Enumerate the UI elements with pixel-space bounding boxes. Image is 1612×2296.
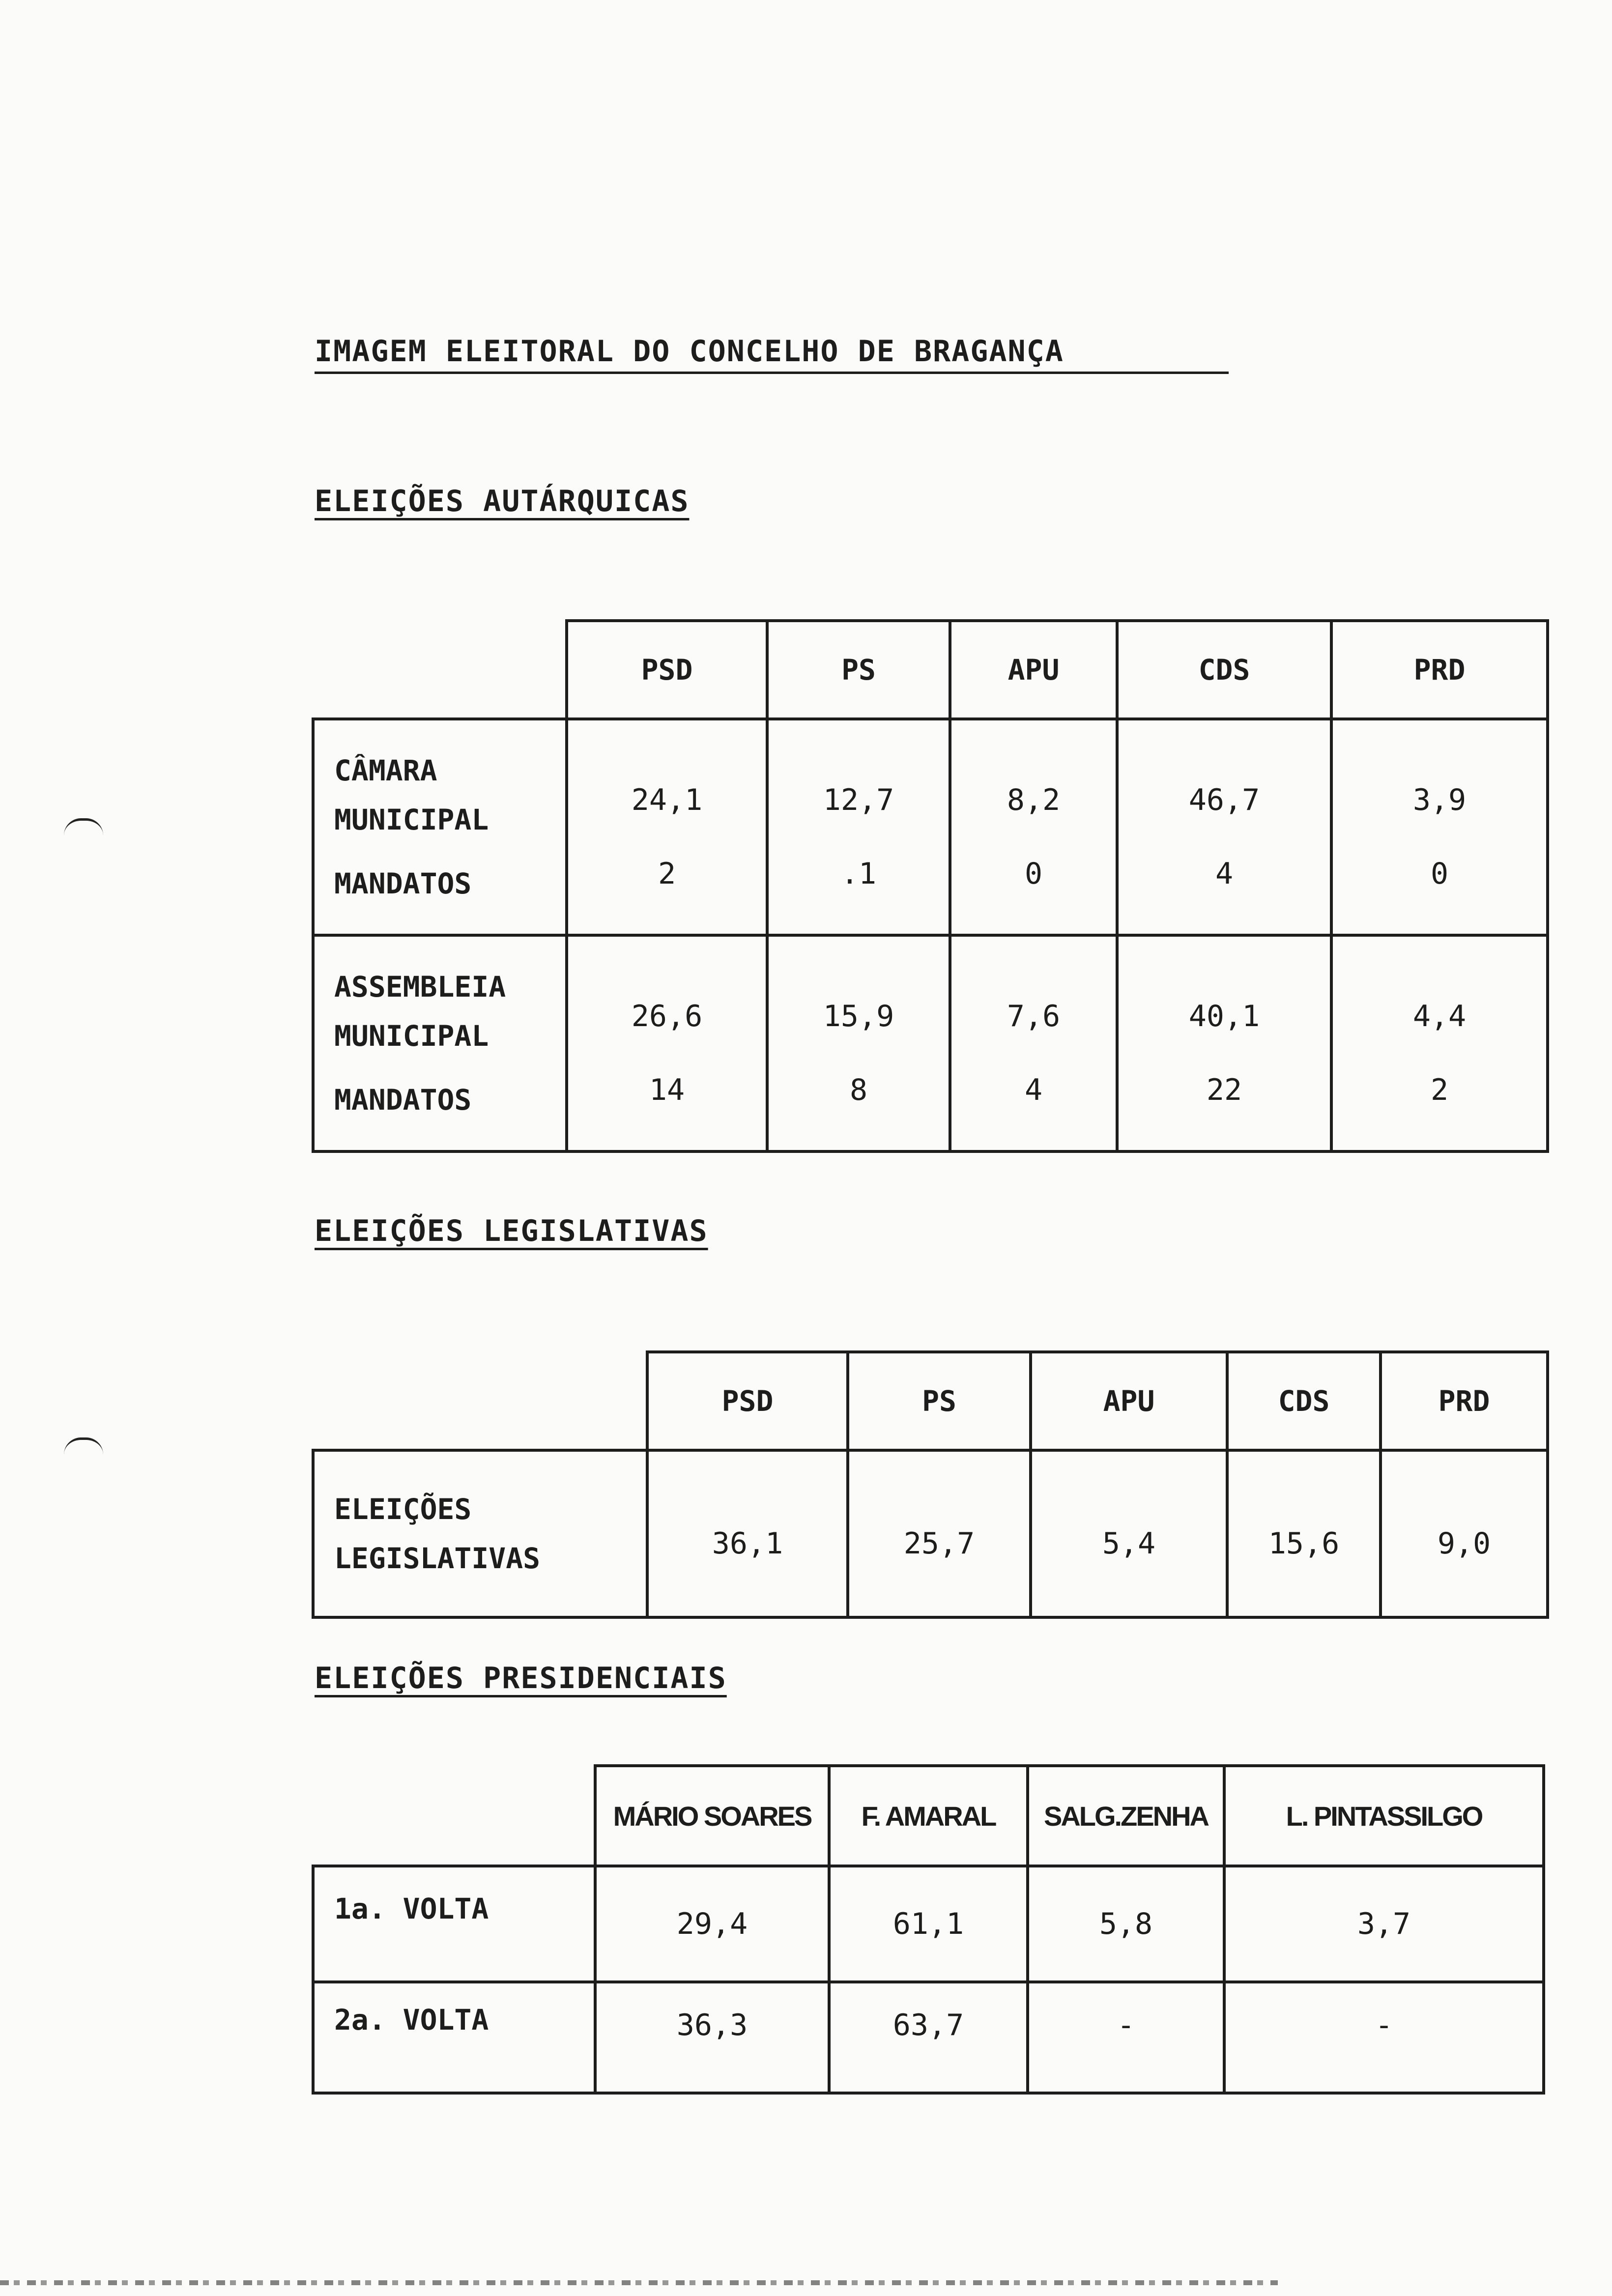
value-cell: 3,7: [1224, 1866, 1544, 1982]
value-cell: [1117, 935, 1331, 1151]
mandatos-value: 0: [1430, 857, 1449, 891]
scan-artifact: [0, 2280, 1278, 2285]
round-label: 2a. VOLTA: [313, 1982, 595, 2093]
value-cell: 9,0: [1381, 1450, 1548, 1617]
candidate-header: F. AMARAL: [829, 1766, 1028, 1866]
mandatos-value: 2: [1430, 1073, 1449, 1107]
autarquicas-table: [312, 619, 1549, 1153]
empty-corner-cell: [313, 1766, 595, 1866]
party-header: PSD: [567, 621, 767, 719]
row-label-line: MANDATOS: [334, 1083, 472, 1117]
table-header-row: [313, 1766, 1544, 1866]
row-label-line: MANDATOS: [334, 867, 472, 900]
mandatos-value: 2: [658, 857, 676, 891]
table-header-row: [313, 1352, 1548, 1450]
mandatos-value: 22: [1206, 1073, 1242, 1107]
value-cell: 29,4: [595, 1866, 829, 1982]
table-header-row: [313, 621, 1548, 719]
percent-value: 24,1: [631, 783, 703, 817]
candidate-header: MÁRIO SOARES: [595, 1766, 829, 1866]
mandatos-value: 4: [1215, 857, 1234, 891]
row-label-line: MUNICIPAL: [334, 803, 489, 836]
value-cell: 63,7: [829, 1982, 1028, 2093]
percent-value: 26,6: [631, 999, 703, 1033]
percent-value: 15,9: [823, 999, 894, 1033]
empty-corner-cell: [313, 1352, 647, 1450]
value-cell: [567, 935, 767, 1151]
table-row: [313, 1982, 1544, 2093]
table-row: [313, 1450, 1548, 1617]
value-cell: [567, 719, 767, 935]
row-label-camara: [313, 719, 567, 935]
party-header: PS: [848, 1352, 1031, 1450]
value-cell: [767, 935, 950, 1151]
row-label-line: ASSEMBLEIA: [334, 970, 506, 1004]
value-cell: [1331, 719, 1548, 935]
percent-value: 8,2: [1007, 783, 1061, 817]
value-cell: 5,8: [1028, 1866, 1224, 1982]
percent-value: 40,1: [1188, 999, 1260, 1033]
value-cell: 36,1: [647, 1450, 848, 1617]
percent-value: 3,9: [1412, 783, 1467, 817]
value-cell: 36,3: [595, 1982, 829, 2093]
row-label-line: MUNICIPAL: [334, 1019, 489, 1053]
round-label: 1a. VOLTA: [313, 1866, 595, 1982]
punch-hole-mark: [64, 818, 103, 835]
party-header: APU: [950, 621, 1117, 719]
mandatos-value: .1: [840, 857, 877, 891]
presidenciais-table: [312, 1764, 1545, 2095]
party-header: CDS: [1117, 621, 1331, 719]
value-cell: [1331, 935, 1548, 1151]
row-label-legislativas: [313, 1450, 647, 1617]
mandatos-value: 8: [849, 1073, 868, 1107]
percent-value: 12,7: [823, 783, 894, 817]
punch-hole-mark: [64, 1437, 103, 1455]
mandatos-value: 14: [649, 1073, 685, 1107]
value-cell: 5,4: [1031, 1450, 1227, 1617]
section-heading-presidenciais: ELEIÇÕES PRESIDENCIAIS: [315, 1661, 727, 1695]
row-label-line: LEGISLATIVAS: [334, 1542, 541, 1575]
candidate-header: L. PINTASSILGO: [1224, 1766, 1544, 1866]
percent-value: 7,6: [1007, 999, 1061, 1033]
value-cell: -: [1224, 1982, 1544, 2093]
page-title: IMAGEM ELEITORAL DO CONCELHO DE BRAGANÇA: [315, 334, 1229, 374]
value-cell: 25,7: [848, 1450, 1031, 1617]
empty-corner-cell: [313, 621, 567, 719]
party-header: CDS: [1227, 1352, 1381, 1450]
legislativas-table: [312, 1350, 1549, 1619]
row-label-line: ELEIÇÕES: [334, 1492, 472, 1526]
value-cell: [1117, 719, 1331, 935]
value-cell: [767, 719, 950, 935]
section-heading-autarquicas: ELEIÇÕES AUTÁRQUICAS: [315, 484, 690, 518]
table-row: [313, 935, 1548, 1151]
section-heading-legislativas: ELEIÇÕES LEGISLATIVAS: [315, 1214, 708, 1248]
percent-value: 46,7: [1188, 783, 1260, 817]
candidate-header: SALG.ZENHA: [1028, 1766, 1224, 1866]
row-label-assembleia: [313, 935, 567, 1151]
table-row: [313, 719, 1548, 935]
party-header: APU: [1031, 1352, 1227, 1450]
value-cell: 15,6: [1227, 1450, 1381, 1617]
party-header: PRD: [1381, 1352, 1548, 1450]
value-cell: [950, 719, 1117, 935]
table-row: [313, 1866, 1544, 1982]
party-header: PRD: [1331, 621, 1548, 719]
row-label-line: CÂMARA: [334, 754, 437, 787]
value-cell: -: [1028, 1982, 1224, 2093]
mandatos-value: 4: [1024, 1073, 1043, 1107]
percent-value: 4,4: [1412, 999, 1467, 1033]
value-cell: [950, 935, 1117, 1151]
party-header: PSD: [647, 1352, 848, 1450]
value-cell: 61,1: [829, 1866, 1028, 1982]
mandatos-value: 0: [1024, 857, 1043, 891]
party-header: PS: [767, 621, 950, 719]
